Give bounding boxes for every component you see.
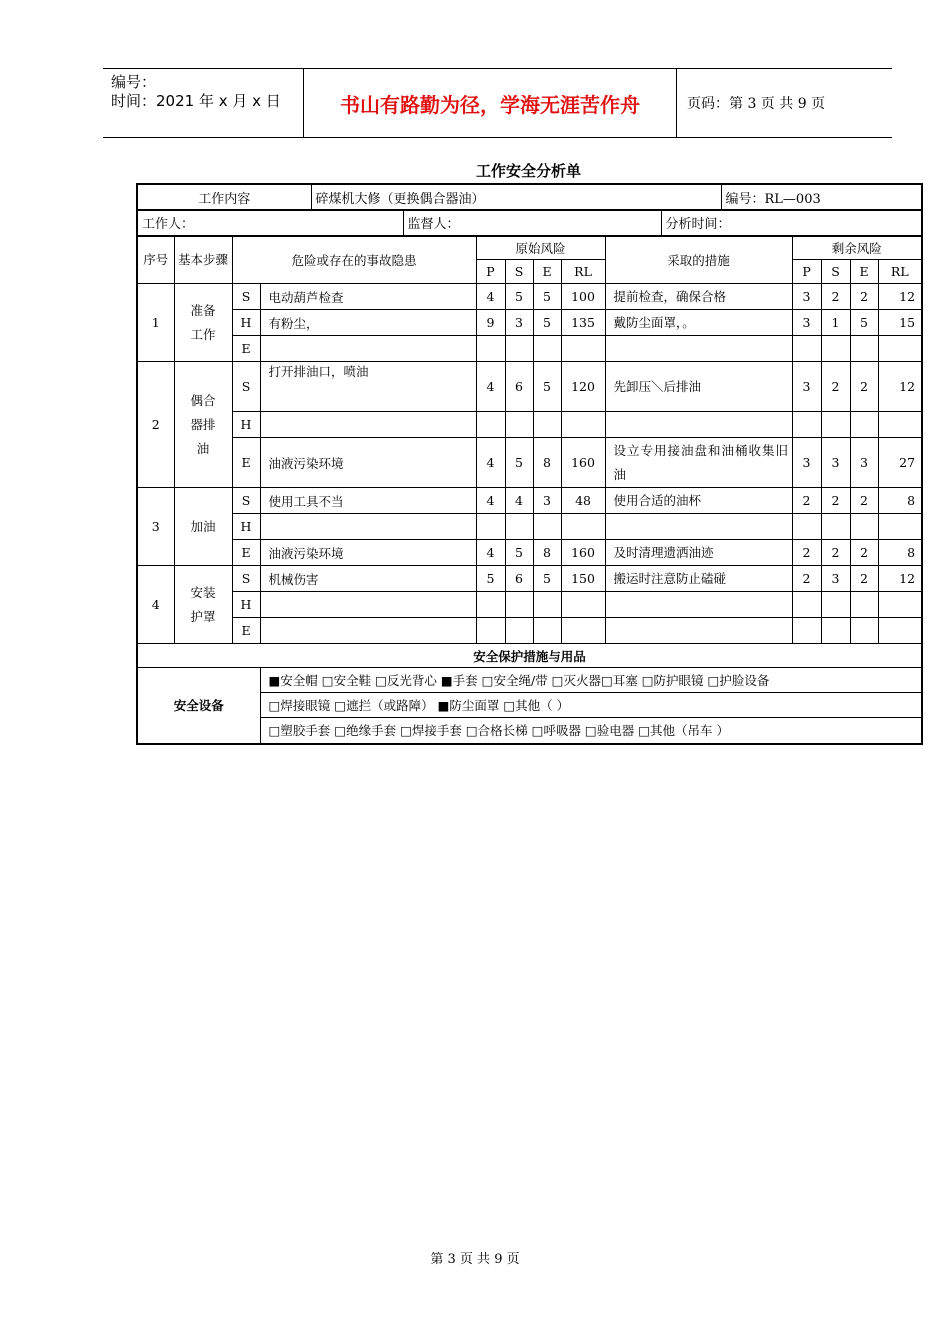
rem-e-header: E [850, 260, 878, 284]
col-rem-risk-header: 剩余风险 [792, 236, 922, 260]
risk-type: E [232, 540, 260, 566]
measure-cell [605, 412, 792, 438]
step-name: 准备工作 [174, 284, 232, 362]
table-row [137, 540, 922, 566]
table-row [137, 618, 922, 644]
hazard-cell [260, 618, 476, 644]
rem-e [850, 592, 878, 618]
rem-e: 5 [850, 310, 878, 336]
measure-cell [605, 514, 792, 540]
col-measure-header: 采取的措施 [605, 236, 792, 284]
col-step-header: 基本步骤 [174, 236, 232, 284]
document-title: 工作安全分析单 [475, 162, 581, 180]
rem-s [821, 514, 850, 540]
table-row [137, 336, 922, 362]
rem-s: 2 [821, 540, 850, 566]
col-orig-risk-header: 原始风险 [476, 236, 605, 260]
orig-e [533, 514, 561, 540]
table-row [137, 488, 922, 514]
step-name: 偶合器排油 [174, 362, 232, 488]
orig-rl [561, 592, 605, 618]
rem-s [821, 412, 850, 438]
page-header [103, 68, 892, 138]
orig-p [476, 592, 505, 618]
step-seq: 3 [137, 488, 174, 566]
header-meta [103, 69, 303, 137]
orig-rl: 135 [561, 310, 605, 336]
rem-rl [878, 514, 922, 540]
rem-p-header: P [792, 260, 821, 284]
rem-p [792, 592, 821, 618]
hazard-cell [260, 336, 476, 362]
hazard-cell: 油液污染环境 [260, 438, 476, 488]
measure-cell: 搬运时注意防止磕碰 [605, 566, 792, 592]
risk-type: S [232, 362, 260, 412]
rem-rl [878, 592, 922, 618]
orig-p: 4 [476, 362, 505, 412]
rem-e [850, 618, 878, 644]
table-row [137, 412, 922, 438]
table-row [137, 592, 922, 618]
motto: 书山有路勤为径，学海无涯苦作舟 [303, 69, 677, 137]
protection-section-title: 安全保护措施与用品 [137, 644, 922, 668]
rem-e: 2 [850, 566, 878, 592]
measure-cell: 使用合适的油杯 [605, 488, 792, 514]
step-name: 加油 [174, 488, 232, 566]
orig-p: 5 [476, 566, 505, 592]
rem-p [792, 514, 821, 540]
orig-e: 8 [533, 540, 561, 566]
rem-p: 3 [792, 438, 821, 488]
number-label: 编号： [111, 73, 157, 91]
orig-e: 3 [533, 488, 561, 514]
rem-p [792, 412, 821, 438]
rem-s: 2 [821, 362, 850, 412]
orig-s: 4 [505, 488, 533, 514]
rem-rl: 12 [878, 566, 922, 592]
orig-rl [561, 336, 605, 362]
rem-p [792, 336, 821, 362]
equipment-line-3: □塑胶手套 □绝缘手套 □焊接手套 □合格长梯 □呼吸器 □验电器 □其他（吊车 ） [260, 718, 922, 744]
work-content-label: 工作内容 [137, 184, 311, 210]
rem-rl-header: RL [878, 260, 922, 284]
rem-e: 2 [850, 540, 878, 566]
orig-rl [561, 618, 605, 644]
orig-s: 5 [505, 438, 533, 488]
orig-s: 6 [505, 566, 533, 592]
risk-type: S [232, 284, 260, 310]
risk-type: E [232, 618, 260, 644]
risk-type: H [232, 592, 260, 618]
step-seq: 4 [137, 566, 174, 644]
hazard-cell: 打开排油口，喷油 [260, 362, 476, 412]
measure-cell: 设立专用接油盘和油桶收集旧油 [605, 438, 792, 488]
rem-rl [878, 336, 922, 362]
equipment-label: 安全设备 [137, 668, 260, 744]
rem-p: 3 [792, 284, 821, 310]
rem-p: 3 [792, 362, 821, 412]
rem-s: 3 [821, 438, 850, 488]
rem-rl: 15 [878, 310, 922, 336]
hazard-cell [260, 412, 476, 438]
orig-rl-header: RL [561, 260, 605, 284]
hazard-cell: 机械伤害 [260, 566, 476, 592]
risk-type: H [232, 310, 260, 336]
orig-s: 5 [505, 284, 533, 310]
table-row [137, 310, 922, 336]
rem-rl: 12 [878, 362, 922, 412]
equipment-line-1: ■安全帽 □安全鞋 □反光背心 ■手套 □安全绳/带 □灭火器□耳塞 □防护眼镜 □护脸设备 [260, 668, 922, 693]
code-label: 编号：RL—003 [721, 184, 922, 210]
rem-s [821, 618, 850, 644]
orig-rl: 120 [561, 362, 605, 412]
orig-p [476, 412, 505, 438]
orig-p: 9 [476, 310, 505, 336]
work-content-value: 碎煤机大修（更换偶合器油） [311, 184, 721, 210]
rem-s: 3 [821, 566, 850, 592]
table-row [137, 566, 922, 592]
orig-s [505, 336, 533, 362]
measure-cell: 戴防尘面罩，。 [605, 310, 792, 336]
supervisor-label: 监督人： [403, 210, 661, 236]
orig-p: 4 [476, 284, 505, 310]
step-name: 安装护罩 [174, 566, 232, 644]
risk-type: E [232, 438, 260, 488]
step-seq: 1 [137, 284, 174, 362]
rem-rl [878, 618, 922, 644]
rem-p: 3 [792, 310, 821, 336]
rem-s-header: S [821, 260, 850, 284]
rem-s: 2 [821, 488, 850, 514]
orig-e: 5 [533, 362, 561, 412]
risk-type: H [232, 412, 260, 438]
rem-e [850, 412, 878, 438]
orig-e [533, 336, 561, 362]
measure-cell: 先卸压＼后排油 [605, 362, 792, 412]
hazard-cell: 有粉尘， [260, 310, 476, 336]
rem-rl: 8 [878, 488, 922, 514]
rem-p [792, 618, 821, 644]
personnel-table [136, 209, 923, 237]
time-label: 时间：2021 年 x 月 x 日 [111, 92, 281, 110]
orig-e: 5 [533, 284, 561, 310]
rem-rl: 27 [878, 438, 922, 488]
orig-s [505, 618, 533, 644]
equipment-line-2: □焊接眼镜 □遮拦（或路障） ■防尘面罩 □其他（ ） [260, 693, 922, 718]
risk-type: H [232, 514, 260, 540]
orig-p-header: P [476, 260, 505, 284]
orig-rl: 150 [561, 566, 605, 592]
risk-type: S [232, 566, 260, 592]
orig-rl: 160 [561, 540, 605, 566]
rem-p: 2 [792, 566, 821, 592]
rem-rl [878, 412, 922, 438]
orig-s [505, 514, 533, 540]
orig-rl [561, 412, 605, 438]
measure-cell: 提前检查，确保合格 [605, 284, 792, 310]
rem-rl: 8 [878, 540, 922, 566]
page-label: 页码：第 3 页 共 9 页 [687, 96, 826, 112]
orig-rl: 160 [561, 438, 605, 488]
measure-cell [605, 592, 792, 618]
rem-e: 2 [850, 284, 878, 310]
orig-s [505, 592, 533, 618]
orig-e [533, 618, 561, 644]
hazard-cell: 油液污染环境 [260, 540, 476, 566]
col-seq-header: 序号 [137, 236, 174, 284]
orig-s: 3 [505, 310, 533, 336]
measure-cell [605, 618, 792, 644]
hazard-cell [260, 592, 476, 618]
orig-p: 4 [476, 540, 505, 566]
rem-e: 3 [850, 438, 878, 488]
orig-e: 5 [533, 310, 561, 336]
orig-s-header: S [505, 260, 533, 284]
rem-e: 2 [850, 362, 878, 412]
orig-e: 8 [533, 438, 561, 488]
rem-s: 1 [821, 310, 850, 336]
orig-e [533, 592, 561, 618]
orig-e: 5 [533, 566, 561, 592]
rem-s: 2 [821, 284, 850, 310]
work-info-table [136, 183, 923, 211]
rem-s [821, 592, 850, 618]
rem-p: 2 [792, 488, 821, 514]
page-footer: 第 3 页 共 9 页 [430, 1252, 520, 1267]
orig-rl [561, 514, 605, 540]
risk-type: E [232, 336, 260, 362]
orig-s: 5 [505, 540, 533, 566]
table-row [137, 438, 922, 488]
rem-s [821, 336, 850, 362]
rem-e [850, 336, 878, 362]
hazard-cell [260, 514, 476, 540]
step-seq: 2 [137, 362, 174, 488]
risk-analysis-table [136, 235, 923, 745]
rem-e: 2 [850, 488, 878, 514]
rem-rl: 12 [878, 284, 922, 310]
orig-e-header: E [533, 260, 561, 284]
hazard-cell: 电动葫芦检查 [260, 284, 476, 310]
rem-p: 2 [792, 540, 821, 566]
risk-type: S [232, 488, 260, 514]
orig-p: 4 [476, 488, 505, 514]
col-hazard-header: 危险或存在的事故隐患 [232, 236, 476, 284]
orig-rl: 100 [561, 284, 605, 310]
table-row [137, 362, 922, 412]
orig-s [505, 412, 533, 438]
orig-p [476, 336, 505, 362]
table-row [137, 284, 922, 310]
hazard-cell: 使用工具不当 [260, 488, 476, 514]
analysis-time-label: 分析时间： [661, 210, 922, 236]
orig-p [476, 514, 505, 540]
orig-p: 4 [476, 438, 505, 488]
orig-e [533, 412, 561, 438]
orig-rl: 48 [561, 488, 605, 514]
worker-label: 工作人： [137, 210, 403, 236]
measure-cell: 及时清理遗洒油迹 [605, 540, 792, 566]
orig-s: 6 [505, 362, 533, 412]
measure-cell [605, 336, 792, 362]
table-row [137, 514, 922, 540]
rem-e [850, 514, 878, 540]
orig-p [476, 618, 505, 644]
